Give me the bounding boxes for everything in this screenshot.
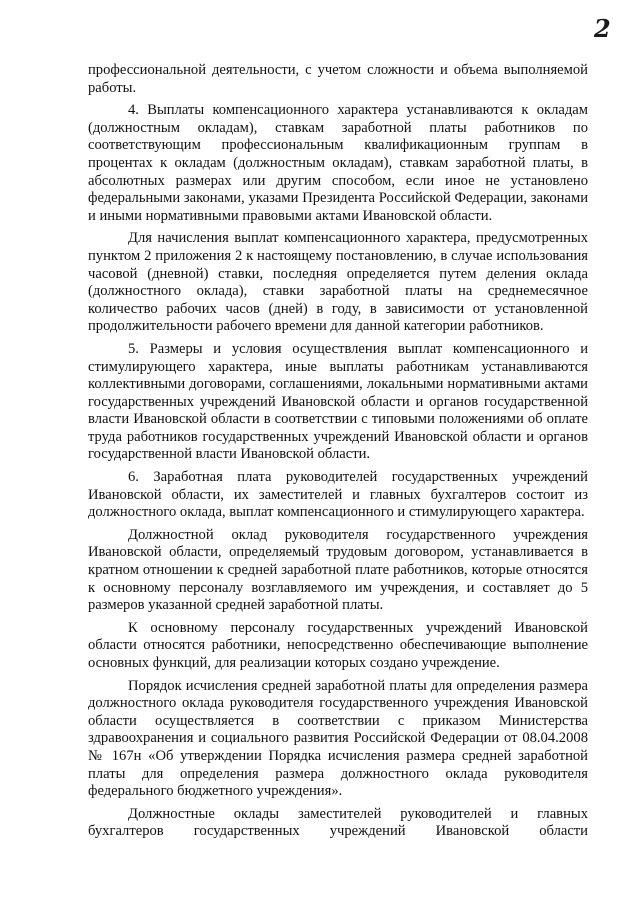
paragraph-director-salary: Должностной оклад руководителя государственного учреждения Ивановской области, определяемый трудовым договором, устанавливается в кратном отношении к средней заработной плате работников, которые относятся к основному персоналу возглавляемого им учреждения, и составляет до 5 размеров указанной средней заработной платы.: [88, 526, 588, 614]
paragraph-deputy-salaries: Должностные оклады заместителей руководителей и главных бухгалтеров государственных учреждений Ивановской области: [88, 805, 588, 840]
paragraph-item-4: 4. Выплаты компенсационного характера устанавливаются к окладам (должностным окладам), ставкам заработной платы работников по соответствующим профессиональным квалификационным группам в процентах к окладам (должностным окладам), ставкам заработной платы, в абсолютных размерах или другим способом, если иное не установлено федеральными законами, указами Президента Российской Федерации, законами и иными нормативными правовыми актами Ивановской области.: [88, 102, 588, 224]
paragraph-item-6: 6. Заработная плата руководителей государственных учреждений Ивановской области, их заместителей и главных бухгалтеров состоит из должностного оклада, выплат компенсационного и стимулирующего характера.: [88, 469, 588, 521]
document-body: [88, 62, 588, 841]
paragraph-main-personnel: К основному персоналу государственных учреждений Ивановской области относятся работники, непосредственно обеспечивающие выполнение основных функций, для реализации которых создано учреждение.: [88, 619, 588, 671]
paragraph-continuation: профессиональной деятельности, с учетом сложности и объема выполняемой работы.: [88, 62, 588, 96]
paragraph-hourly-rate: Для начисления выплат компенсационного характера, предусмотренных пунктом 2 приложения 2 к настоящему постановлению, в случае использования часовой (дневной) ставки, последняя определяется путем деления оклада (должностного оклада), ставки заработной платы на среднемесячное количество рабочих часов (дней) в году, в зависимости от установленной продолжительности рабочего времени для данной категории работников.: [88, 230, 588, 335]
paragraph-item-5: 5. Размеры и условия осуществления выплат компенсационного и стимулирующего характера, иные выплаты работникам устанавливаются коллективными договорами, соглашениями, локальными нормативными актами государственных учреждений Ивановской области и органов государственной власти Ивановской области в соответствии с типовыми положениями об оплате труда работников государственных учреждений Ивановской области и органов государственной власти Ивановской области.: [88, 340, 588, 463]
page-number: 2: [594, 14, 611, 43]
paragraph-calculation-order: Порядок исчисления средней заработной платы для определения размера должностного оклада руководителя государственного учреждения Ивановской области осуществляется в соответствии с приказом Министерства здравоохранения и социального развития Российской Федерации от 08.04.2008 № 167н «Об утверждении Порядка исчисления размера средней заработной платы для определения размера должностного оклада руководителя федерального бюджетного учреждения».: [88, 677, 588, 800]
